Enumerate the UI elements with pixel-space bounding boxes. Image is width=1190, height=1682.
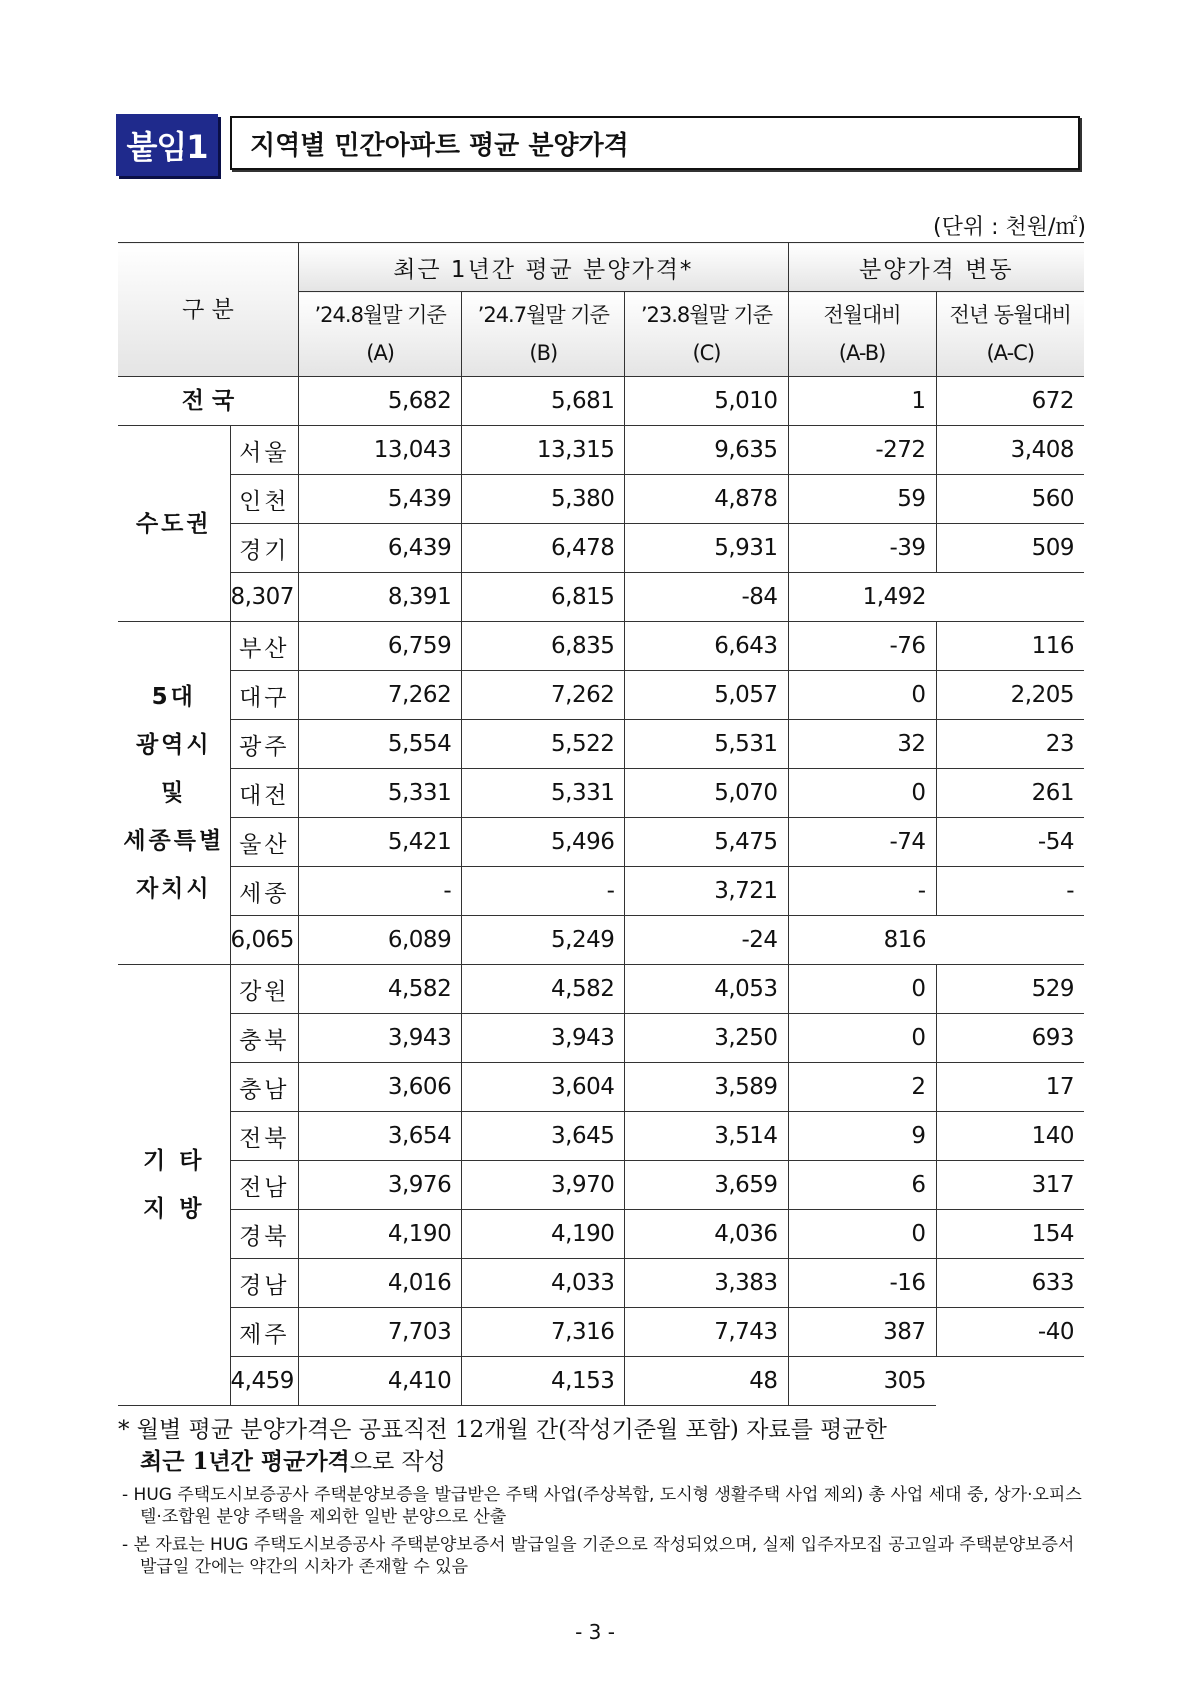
cell: 317 xyxy=(936,1161,1084,1210)
cell: 1,492 xyxy=(788,573,936,622)
cell: 5,380 xyxy=(462,475,625,524)
cell: 3,383 xyxy=(625,1259,788,1308)
table-row xyxy=(118,818,1084,867)
unit-label: (단위 : 천원/㎡) xyxy=(933,215,1086,240)
cell: 9 xyxy=(788,1112,936,1161)
region-name: 제주 xyxy=(230,1308,299,1357)
region-name: 경북 xyxy=(230,1210,299,1259)
group-label xyxy=(118,965,230,1406)
cell: 6,478 xyxy=(462,524,625,573)
cell: 3,654 xyxy=(299,1112,462,1161)
table-row xyxy=(118,671,1084,720)
title-bar xyxy=(116,114,1084,176)
cell: 5,931 xyxy=(625,524,788,573)
region-name: 경기 xyxy=(230,524,299,573)
group-label-line: 및 xyxy=(161,780,187,806)
cell: 5,475 xyxy=(625,818,788,867)
cell: 0 xyxy=(788,1210,936,1259)
cell: 4,153 xyxy=(462,1357,625,1406)
cell: 7,743 xyxy=(625,1308,788,1357)
group-label-line: 기 타 xyxy=(143,1148,205,1174)
cell: 6,065 xyxy=(230,916,299,965)
group-label-line: 수도권 xyxy=(135,510,212,537)
cell: 4,190 xyxy=(299,1210,462,1259)
cell: 3,604 xyxy=(462,1063,625,1112)
cell: 560 xyxy=(936,475,1084,524)
cell: 5,682 xyxy=(299,377,462,426)
cell: 5,249 xyxy=(462,916,625,965)
cell: 116 xyxy=(936,622,1084,671)
cell: 3,943 xyxy=(299,1014,462,1063)
cell: - xyxy=(299,867,462,916)
cell: 0 xyxy=(788,769,936,818)
cell: 5,531 xyxy=(625,720,788,769)
group-label xyxy=(118,622,230,965)
header-avg-group: 최근 1년간 평균 분양가격* xyxy=(299,243,789,292)
note-line: * 월별 평균 분양가격은 공표직전 12개월 간(작성기준월 포함) 자료를 평균한 xyxy=(118,1417,887,1443)
cell: 3,408 xyxy=(936,426,1084,475)
header-category: 구 분 xyxy=(118,243,299,377)
cell: 6,439 xyxy=(299,524,462,573)
cell: 3,514 xyxy=(625,1112,788,1161)
region-name: 경남 xyxy=(230,1259,299,1308)
cell: - xyxy=(936,867,1084,916)
cell: 7,262 xyxy=(299,671,462,720)
cell: -39 xyxy=(788,524,936,573)
group-label-line: 5대 xyxy=(151,684,196,710)
table-row xyxy=(118,720,1084,769)
table-row-national xyxy=(118,377,1084,426)
cell: 7,316 xyxy=(462,1308,625,1357)
cell: 8,307 xyxy=(230,573,299,622)
cell: 4,190 xyxy=(462,1210,625,1259)
cell: 672 xyxy=(936,377,1084,426)
table-row xyxy=(118,1161,1084,1210)
price-table xyxy=(118,242,1084,1406)
cell: 4,053 xyxy=(625,965,788,1014)
note-average xyxy=(118,1414,1088,1478)
cell: -74 xyxy=(788,818,936,867)
table-row xyxy=(118,867,1084,916)
cell: 5,010 xyxy=(625,377,788,426)
table-row xyxy=(118,524,1084,573)
cell: 3,970 xyxy=(462,1161,625,1210)
cell: 13,315 xyxy=(462,426,625,475)
note-source: - 본 자료는 HUG 주택도시보증공사 주택분양보증서 발급일을 기준으로 작성되었으며, 실제 입주자모집 공고일과 주택분양보증서 발급일 간에는 약간의 시차가 존재할 수 있음 xyxy=(122,1535,1075,1577)
cell: 4,878 xyxy=(625,475,788,524)
cell: 4,016 xyxy=(299,1259,462,1308)
cell: 4,033 xyxy=(462,1259,625,1308)
note-line: 으로 작성 xyxy=(349,1449,446,1475)
cell: 0 xyxy=(788,671,936,720)
table-row-subtotal xyxy=(118,1357,1084,1406)
cell: 5,331 xyxy=(462,769,625,818)
region-name: 서울 xyxy=(230,426,299,475)
region-name: 세종 xyxy=(230,867,299,916)
table-row xyxy=(118,475,1084,524)
table-row xyxy=(118,965,1084,1014)
region-name: 충북 xyxy=(230,1014,299,1063)
table-row xyxy=(118,1259,1084,1308)
cell: 3,589 xyxy=(625,1063,788,1112)
table-row-subtotal xyxy=(118,916,1084,965)
cell: -16 xyxy=(788,1259,936,1308)
cell: 9,635 xyxy=(625,426,788,475)
region-name: 대구 xyxy=(230,671,299,720)
cell: 5,496 xyxy=(462,818,625,867)
cell: 4,410 xyxy=(299,1357,462,1406)
cell: 3,976 xyxy=(299,1161,462,1210)
cell: 3,943 xyxy=(462,1014,625,1063)
cell: 509 xyxy=(936,524,1084,573)
cell: 32 xyxy=(788,720,936,769)
cell: 3,659 xyxy=(625,1161,788,1210)
cell: 7,703 xyxy=(299,1308,462,1357)
cell: 48 xyxy=(625,1357,788,1406)
cell: 2,205 xyxy=(936,671,1084,720)
group-label-line: 지 방 xyxy=(143,1196,205,1222)
cell: -54 xyxy=(936,818,1084,867)
table-row xyxy=(118,769,1084,818)
region-name: 광주 xyxy=(230,720,299,769)
cell: 2 xyxy=(788,1063,936,1112)
note-scope: - HUG 주택도시보증공사 주택분양보증을 발급받은 주택 사업(주상복합, 도시형 생활주택 사업 제외) 총 사업 세대 중, 상가·오피스텔·조합원 분양 주택을 제외한 일반 분양으로 산출 xyxy=(122,1485,1082,1527)
region-name: 울산 xyxy=(230,818,299,867)
cell: 3,250 xyxy=(625,1014,788,1063)
cell: 693 xyxy=(936,1014,1084,1063)
cell: 4,036 xyxy=(625,1210,788,1259)
cell: -40 xyxy=(936,1308,1084,1357)
cell: 5,070 xyxy=(625,769,788,818)
cell: 261 xyxy=(936,769,1084,818)
cell: -76 xyxy=(788,622,936,671)
table-row xyxy=(118,426,1084,475)
cell: - xyxy=(462,867,625,916)
cell: 529 xyxy=(936,965,1084,1014)
header-col-e: 전년 동월대비 (A-C) xyxy=(936,292,1084,377)
cell: 3,645 xyxy=(462,1112,625,1161)
cell: 4,582 xyxy=(299,965,462,1014)
cell: 6,089 xyxy=(299,916,462,965)
cell: 5,439 xyxy=(299,475,462,524)
page-number: - 3 - xyxy=(575,1620,615,1644)
region-name: 대전 xyxy=(230,769,299,818)
header-change-group: 분양가격 변동 xyxy=(788,243,1084,292)
group-label-line: 광역시 xyxy=(135,732,212,758)
table-row xyxy=(118,1063,1084,1112)
cell: 4,459 xyxy=(230,1357,299,1406)
attachment-badge: 붙임1 xyxy=(116,114,218,176)
cell: 3,606 xyxy=(299,1063,462,1112)
cell: 5,421 xyxy=(299,818,462,867)
cell: 3,721 xyxy=(625,867,788,916)
cell: 387 xyxy=(788,1308,936,1357)
region-name: 전남 xyxy=(230,1161,299,1210)
group-label-line: 자치시 xyxy=(135,876,212,902)
note-bold: 최근 1년간 평균가격 xyxy=(140,1448,350,1475)
cell: 0 xyxy=(788,965,936,1014)
table-row xyxy=(118,1112,1084,1161)
table-row xyxy=(118,1308,1084,1357)
cell: 816 xyxy=(788,916,936,965)
region-name: 부산 xyxy=(230,622,299,671)
cell: 5,057 xyxy=(625,671,788,720)
cell: - xyxy=(788,867,936,916)
cell: 17 xyxy=(936,1063,1084,1112)
cell: 5,554 xyxy=(299,720,462,769)
table-row xyxy=(118,1210,1084,1259)
cell: 1 xyxy=(788,377,936,426)
cell: -24 xyxy=(625,916,788,965)
cell: 4,582 xyxy=(462,965,625,1014)
region-name: 강원 xyxy=(230,965,299,1014)
cell: 154 xyxy=(936,1210,1084,1259)
table-row-subtotal xyxy=(118,573,1084,622)
cell: 5,522 xyxy=(462,720,625,769)
region-name: 충남 xyxy=(230,1063,299,1112)
cell: 6,759 xyxy=(299,622,462,671)
header-col-c: ’23.8월말 기준 (C) xyxy=(625,292,788,377)
cell: 140 xyxy=(936,1112,1084,1161)
cell: 0 xyxy=(788,1014,936,1063)
row-label-national: 전 국 xyxy=(118,377,299,426)
header-col-b: ’24.7월말 기준 (B) xyxy=(462,292,625,377)
group-label-line: 세종특별 xyxy=(123,828,225,854)
cell: -84 xyxy=(625,573,788,622)
cell: 305 xyxy=(788,1357,936,1406)
cell: -272 xyxy=(788,426,936,475)
cell: 5,331 xyxy=(299,769,462,818)
group-label xyxy=(118,426,230,622)
cell: 5,681 xyxy=(462,377,625,426)
cell: 59 xyxy=(788,475,936,524)
cell: 6 xyxy=(788,1161,936,1210)
table-row xyxy=(118,622,1084,671)
cell: 23 xyxy=(936,720,1084,769)
header-col-d: 전월대비 (A-B) xyxy=(788,292,936,377)
cell: 13,043 xyxy=(299,426,462,475)
region-name: 인천 xyxy=(230,475,299,524)
cell: 6,835 xyxy=(462,622,625,671)
cell: 6,815 xyxy=(462,573,625,622)
table-row xyxy=(118,1014,1084,1063)
cell: 6,643 xyxy=(625,622,788,671)
cell: 7,262 xyxy=(462,671,625,720)
page-title: 지역별 민간아파트 평균 분양가격 xyxy=(230,116,1080,170)
header-col-a: ’24.8월말 기준 (A) xyxy=(299,292,462,377)
cell: 633 xyxy=(936,1259,1084,1308)
footnotes xyxy=(118,1414,1088,1578)
region-name: 전북 xyxy=(230,1112,299,1161)
cell: 8,391 xyxy=(299,573,462,622)
